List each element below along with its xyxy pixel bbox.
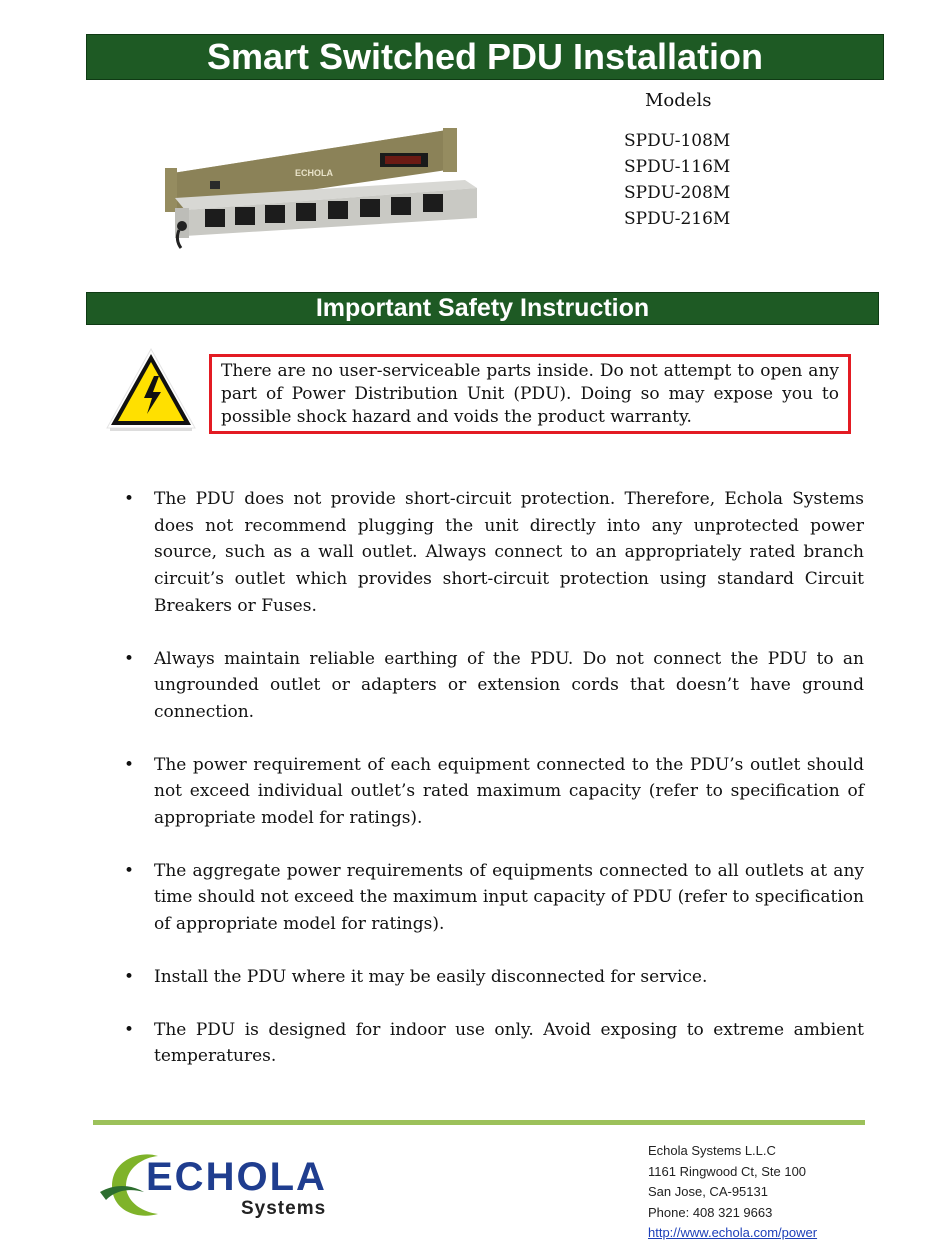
logo-wordmark: ECHOLA bbox=[146, 1155, 327, 1199]
bullet-icon: • bbox=[124, 754, 135, 775]
bullet-icon: • bbox=[124, 860, 135, 881]
page-title: Smart Switched PDU Installation bbox=[86, 34, 884, 80]
instruction-text: Install the PDU where it may be easily disconnected for service. bbox=[154, 966, 708, 987]
bullet-icon: • bbox=[124, 648, 135, 669]
list-item bbox=[120, 486, 864, 620]
list-item bbox=[120, 752, 864, 832]
logo-subtitle: Systems bbox=[241, 1198, 327, 1219]
safety-instructions-list bbox=[120, 486, 864, 1096]
list-item bbox=[120, 964, 864, 991]
models-heading: Models bbox=[645, 90, 712, 111]
pdu-product-image bbox=[165, 118, 485, 278]
instruction-text: The PDU does not provide short-circuit protection. Therefore, Echola Systems does not recommend plugging the unit directly into any unprotected power source, such as a wall outlet. Always connect to an appropriately rated branch circuit’s outlet which provides short-circuit protection using standard Circuit Breakers or Fuses. bbox=[154, 489, 864, 616]
safety-heading: Important Safety Instruction bbox=[86, 292, 879, 325]
models-list bbox=[624, 128, 730, 232]
company-address-line1: 1161 Ringwood Ct, Ste 100 bbox=[648, 1163, 807, 1179]
instruction-text: The power requirement of each equipment connected to the PDU’s outlet should not exceed individual outlet’s rated maximum capacity (refer to specification of appropriate model for ratings). bbox=[154, 754, 864, 829]
product-brand-text: ECHOLA bbox=[295, 168, 333, 178]
list-item bbox=[120, 1017, 864, 1070]
company-address-line2: San Jose, CA-95131 bbox=[648, 1184, 768, 1200]
company-phone: Phone: 408 321 9663 bbox=[648, 1204, 773, 1220]
bullet-icon: • bbox=[124, 489, 135, 509]
bullet-icon: • bbox=[124, 966, 135, 987]
company-name: Echola Systems L.L.C bbox=[648, 1143, 776, 1158]
instruction-text: Always maintain reliable earthing of the PDU. Do not connect the PDU to an ungrounded outlet or adapters or extension cords that doesn’t have ground connection. bbox=[154, 648, 864, 722]
instruction-text: The PDU is designed for indoor use only. Avoid exposing to extreme ambient temperatures. bbox=[154, 1019, 864, 1067]
bullet-icon: • bbox=[124, 1019, 135, 1040]
list-item bbox=[120, 646, 864, 726]
company-contact bbox=[648, 1141, 817, 1244]
model-item: SPDU-108M bbox=[624, 131, 731, 151]
high-voltage-warning-icon bbox=[104, 346, 198, 434]
company-website-link[interactable]: http://www.echola.com/power bbox=[648, 1225, 818, 1241]
model-item: SPDU-216M bbox=[624, 209, 731, 229]
footer-divider bbox=[93, 1120, 865, 1125]
echola-logo bbox=[96, 1148, 361, 1220]
list-item bbox=[120, 858, 864, 938]
model-item: SPDU-208M bbox=[624, 183, 731, 203]
model-item: SPDU-116M bbox=[624, 157, 731, 177]
warning-notice: There are no user-serviceable parts inside. Do not attempt to open any part of Power Distribution Unit (PDU). Doing so may expose you to possible shock hazard and voids the product warranty. bbox=[209, 354, 851, 434]
instruction-text: The aggregate power requirements of equipments connected to all outlets at any time should not exceed the maximum input capacity of PDU (refer to specification of appropriate model for ratings). bbox=[154, 860, 864, 935]
